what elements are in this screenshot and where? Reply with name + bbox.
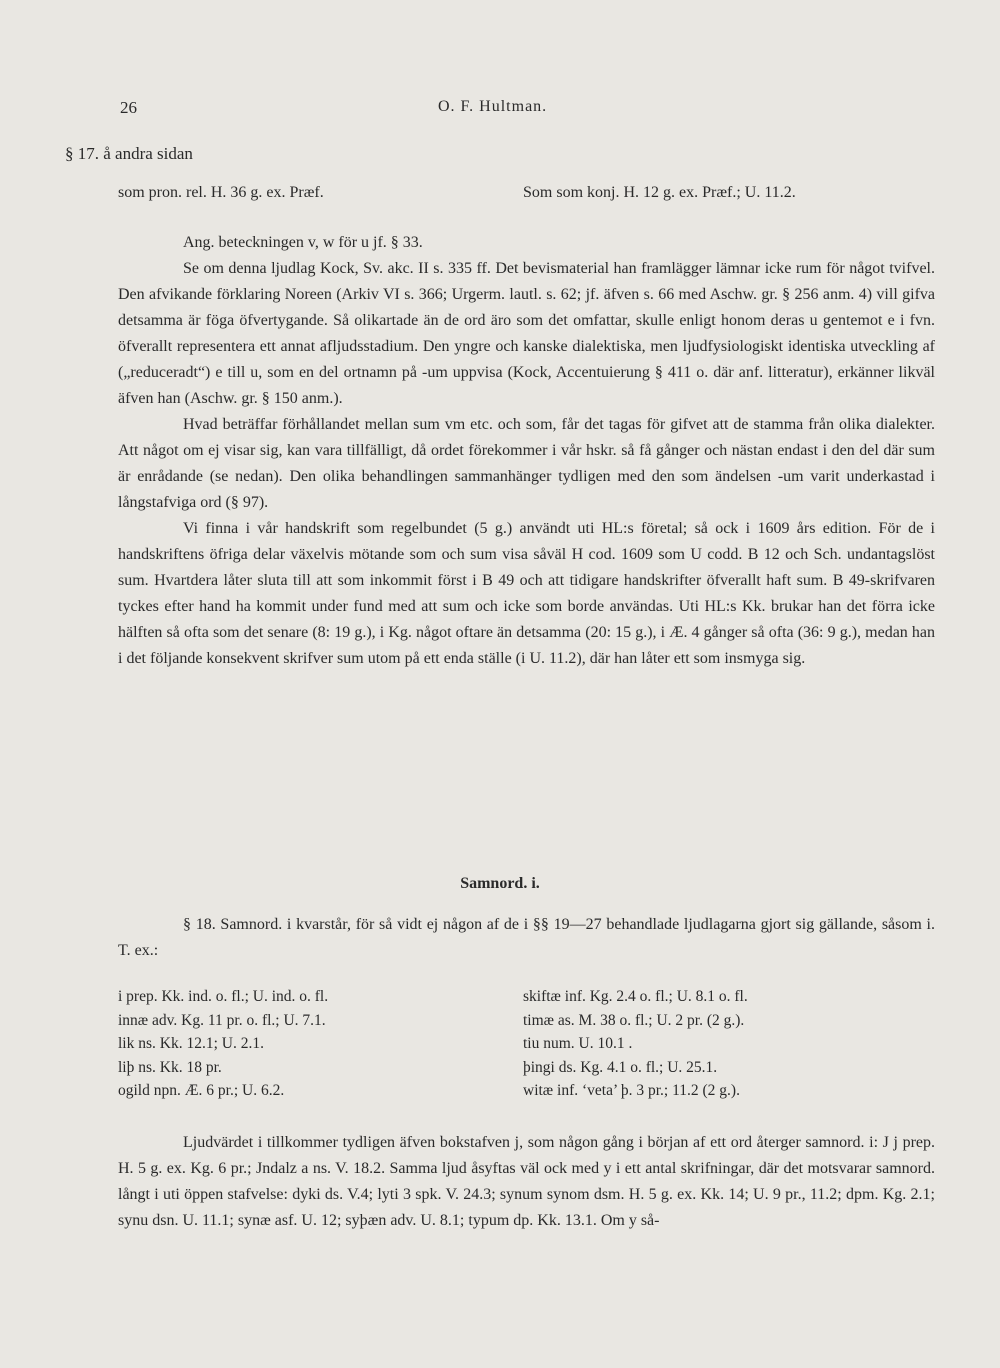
paragraph-block-3 (118, 1130, 935, 1234)
example-item: liþ ns. Kk. 18 pr. (118, 1058, 222, 1076)
running-header: O. F. Hultman. (438, 98, 548, 115)
section-17-heading: § 17. å andra sidan (65, 144, 193, 163)
s17-right-entry: Som som konj. H. 12 g. ex. Præf.; U. 11.2. (523, 184, 796, 201)
examples-left (118, 985, 328, 1103)
example-item: witæ inf. ‘veta’ þ. 3 pr.; 11.2 (2 g.). (523, 1082, 740, 1099)
paragraph: Vi finna i vår handskrift som regelbundet (5 g.) användt uti HL:s företal; så ock i 1609 års edition. För de i handskriftens öfriga delar växelvis mötande som och sum visa såväl H cod. 1609 som U codd. B 12 och Sch. undantagslöst sum. Hvartdera låter sluta till att som inkommit först i B 49 och att tidigare handskrifter öfverallt haft sum. B 49-skrifvaren tyckes efter hand ha kommit under fund med att sum och icke som borde användas. Uti HL:s Kk. brukar han det förra icke hälften så ofta som det senare (8: 19 g.), i Kg. något oftare än detsamma (20: 15 g.), i Æ. 4 gånger så ofta (36: 9 g.), medan han i det följande konsekvent skrifver sum utom på ett enda ställe (i U. 11.2), där han låter ett som insmyga sig. (118, 520, 935, 667)
paragraph: Ang. beteckningen v, w för u jf. § 33. (183, 234, 423, 251)
example-item: i prep. Kk. ind. o. fl.; U. ind. o. fl. (118, 988, 329, 1005)
example-item: ogild npn. Æ. 6 pr.; U. 6.2. (118, 1082, 285, 1099)
example-item: timæ as. M. 38 o. fl.; U. 2 pr. (2 g.). (523, 1011, 745, 1029)
page-number: 26 (120, 98, 137, 117)
paragraph: Se om denna ljudlag Kock, Sv. akc. II s. 335 ff. Det bevismaterial han framlägger lämnar icke rum för något tvifvel. Den afvikande förklaring Noreen (Arkiv VI s. 366; Urgerm. lautl. s. 62; jf. äfven s. 66 med Aschw. gr. § 256 anm. 4) vill gifva detsamma är föga öfvertygande. Så olikartade än de ord äro som det omfattar, skulle enligt honom deras u gentemot e i fvn. öfverallt representera ett annat afljudsstadium. Den yngre och kanske dialektiska, men ljudfysiologiskt identiska utveckling af („reduceradt“) e till u, som en del ortnamn på -um uppvisa (Kock, Accentuierung § 411 o. där anf. litteratur), erkänner likväl äfven han (Aschw. gr. § 150 anm.). (118, 260, 935, 407)
example-item: innæ adv. Kg. 11 pr. o. fl.; U. 7.1. (118, 1011, 326, 1029)
example-item: skiftæ inf. Kg. 2.4 o. fl.; U. 8.1 o. fl. (523, 988, 748, 1005)
s17-left-entry: som pron. rel. H. 36 g. ex. Præf. (118, 184, 324, 201)
example-item: tiu num. U. 10.1 . (523, 1035, 633, 1052)
paragraph: Hvad beträffar förhållandet mellan sum vm etc. och som, får det tagas för gifvet att de stamma från olika dialekter. Att något om ej visar sig, kan vara tillfälligt, då ordet förekommer i vår hskr. så få gånger och nästan endast i den del där sum är enrådande (se nedan). Den olika behandlingen sammanhänger tydligen med den som ändelsen -um varit underkastad i långstafviga ord (§ 97). (118, 416, 935, 511)
section-heading: Samnord. i. (460, 875, 540, 892)
paragraph-block-1 (118, 230, 935, 672)
examples-right (523, 985, 748, 1103)
paragraph-block-2 (118, 912, 935, 964)
example-item: lik ns. Kk. 12.1; U. 2.1. (118, 1035, 264, 1052)
example-item: þingi ds. Kg. 4.1 o. fl.; U. 25.1. (523, 1058, 718, 1076)
paragraph: Ljudvärdet i tillkommer tydligen äfven bokstafven j, som någon gång i början af ett ord återger samnord. i: J j prep. H. 5 g. ex. Kg. 6 pr.; Jndalz a ns. V. 18.2. Samma ljud åsyftas väl ock med y i ett antal skrifningar, där det motsvarar samnord. långt i uti öppen stafvelse: dyki ds. V.4; lyti 3 spk. V. 24.3; synum synom dsm. H. 5 g. ex. Kk. 14; U. 9 pr., 11.2; dpm. Kg. 2.1; synu dsn. U. 11.1; synæ asf. U. 12; syþæn adv. U. 8.1; typum dp. Kk. 13.1. Om y så- (118, 1134, 935, 1229)
paragraph: § 18. Samnord. i kvarstår, för så vidt ej någon af de i §§ 19—27 behandlade ljudlagarna gjort sig gällande, såsom i. T. ex.: (118, 916, 935, 959)
